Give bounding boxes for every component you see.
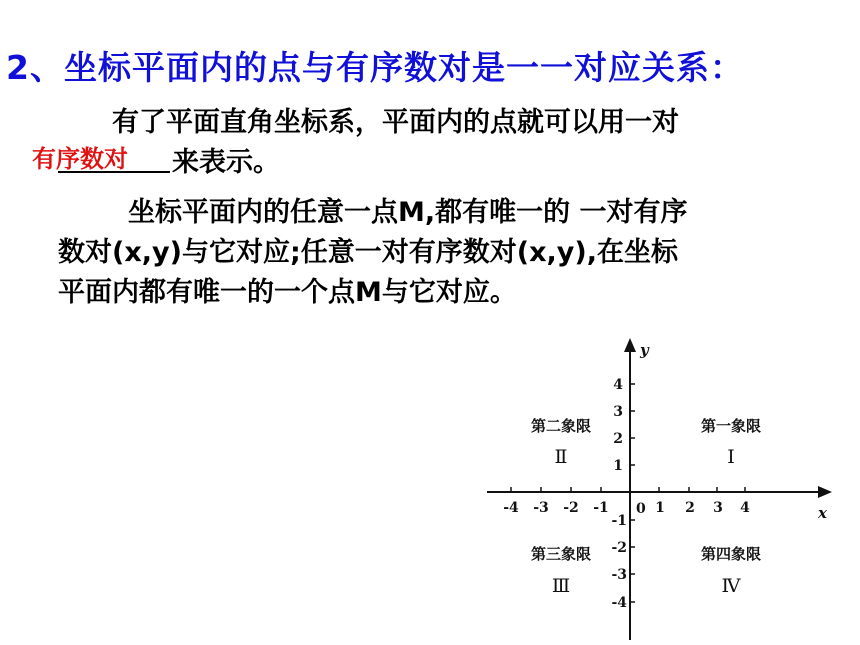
y-tick-label: 1 (613, 458, 623, 474)
y-tick-label: -4 (611, 595, 627, 611)
paragraph1-line1: 有了平面直角坐标系，平面内的点就可以用一对 (112, 107, 679, 138)
x-tick-label: 3 (713, 500, 723, 516)
quadrant-3-numeral: Ⅲ (551, 575, 571, 597)
y-tick-label: -3 (611, 567, 627, 583)
x-axis-arrow (818, 486, 832, 498)
y-tick-label: 2 (613, 431, 623, 447)
quadrant-4-numeral: Ⅳ (721, 575, 741, 597)
y-tick-label: 3 (613, 404, 623, 420)
paragraph1-line2: 来表示。 (172, 147, 280, 178)
x-tick-label: 4 (740, 500, 750, 516)
paragraph2-line2: 数对(x,y)与它对应;任意一对有序数对(x,y),在坐标 (58, 237, 678, 268)
paragraph2-line1: 坐标平面内的任意一点M,都有唯一的 一对有序 (128, 197, 688, 228)
x-tick-label: -2 (563, 500, 579, 516)
y-tick-label: -1 (611, 513, 627, 529)
quadrant-1-name: 第一象限 (700, 417, 762, 435)
quadrant-1-numeral: Ⅰ (727, 446, 735, 468)
slide-title: 2、坐标平面内的点与有序数对是一一对应关系： (6, 48, 744, 87)
x-tick-label: -3 (533, 500, 549, 516)
x-tick-label: 1 (655, 500, 665, 516)
y-tick-label: 4 (613, 377, 623, 393)
y-axis-label: y (640, 341, 649, 359)
paragraph2-line3: 平面内都有唯一的一个点M与它对应。 (58, 277, 517, 308)
origin-label: 0 (636, 501, 646, 517)
quadrant-2-name: 第二象限 (530, 417, 592, 435)
quadrant-2-numeral: Ⅱ (554, 446, 568, 468)
quadrant-4-name: 第四象限 (700, 545, 762, 563)
y-tick-label: -2 (611, 540, 627, 556)
blank-answer: 有序数对 (32, 145, 128, 173)
x-axis-label: x (818, 504, 827, 522)
y-axis-arrow (624, 338, 636, 352)
x-tick-label: 2 (685, 500, 695, 516)
quadrant-3-name: 第三象限 (530, 545, 592, 563)
x-tick-label: -1 (593, 500, 609, 516)
x-tick-label: -4 (503, 500, 519, 516)
